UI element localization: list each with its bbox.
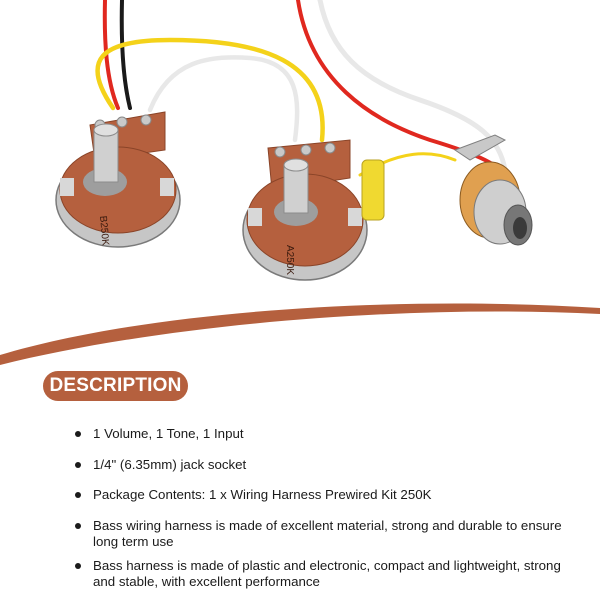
capacitor bbox=[362, 160, 384, 220]
bullet-icon bbox=[75, 563, 81, 569]
pot-right-marking: A250K bbox=[284, 245, 295, 276]
description-item-text: Bass wiring harness is made of excellent material, strong and durable to ensure long term use bbox=[93, 518, 562, 549]
jack-socket bbox=[455, 135, 532, 245]
bullet-icon bbox=[75, 462, 81, 468]
description-item-text: Package Contents: 1 x Wiring Harness Prewired Kit 250K bbox=[93, 487, 432, 502]
pot-left-marking: B250K bbox=[97, 215, 111, 247]
potentiometer-right bbox=[243, 140, 367, 280]
decorative-swoosh bbox=[0, 290, 600, 370]
bullet-icon bbox=[75, 492, 81, 498]
description-item-text: Bass harness is made of plastic and electronic, compact and lightweight, strong and stable, with excellent performance bbox=[93, 558, 561, 589]
potentiometer-left bbox=[56, 112, 180, 247]
bullet-icon bbox=[75, 523, 81, 529]
bullet-icon bbox=[75, 431, 81, 437]
description-heading: DESCRIPTION bbox=[43, 371, 188, 401]
wire-black-left bbox=[122, 0, 130, 108]
description-item-text: 1 Volume, 1 Tone, 1 Input bbox=[93, 426, 244, 441]
wire-white-loop bbox=[150, 57, 297, 140]
description-item-text: 1/4" (6.35mm) jack socket bbox=[93, 457, 247, 472]
